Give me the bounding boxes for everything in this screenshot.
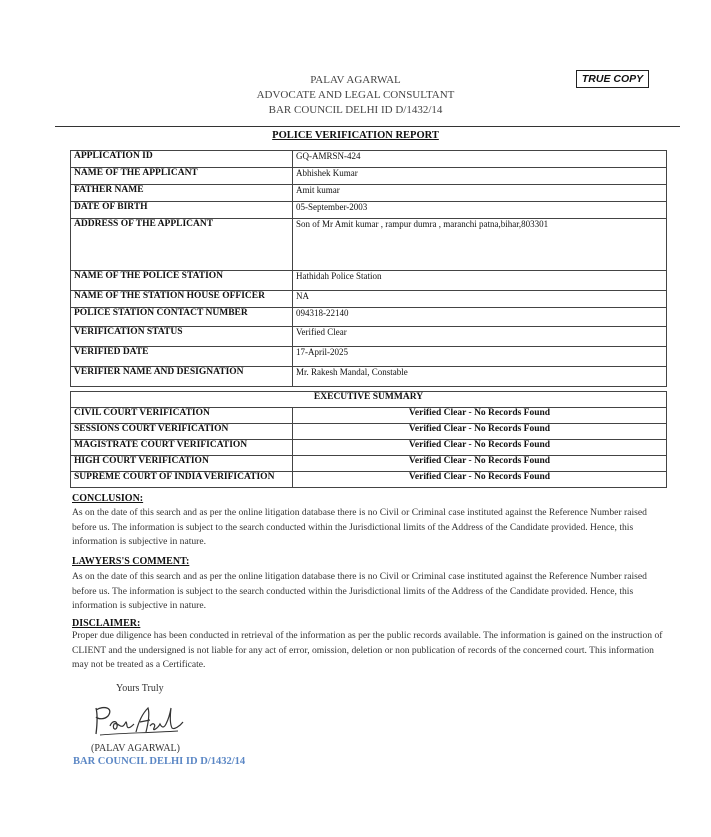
row-label: DATE OF BIRTH <box>71 202 293 219</box>
executive-summary-table <box>70 391 667 488</box>
row-value: Son of Mr Amit kumar , rampur dumra , maranchi patna,bihar,803301 <box>293 219 667 271</box>
row-label: HIGH COURT VERIFICATION <box>71 456 293 472</box>
row-label: NAME OF THE APPLICANT <box>71 168 293 185</box>
row-label: SESSIONS COURT VERIFICATION <box>71 424 293 440</box>
table-row <box>71 308 667 327</box>
row-label: POLICE STATION CONTACT NUMBER <box>71 308 293 327</box>
header-bar-id: BAR COUNCIL DELHI ID D/1432/14 <box>268 104 443 116</box>
lawyers-comment-text: As on the date of this search and as per the online litigation database there is no Civil or Criminal case instituted against the Reference Number raised before us. The information is subject to the search conducted within the Jurisdictional limits of the Address of the Candidate provided. Hence, this information is subjective in nature. <box>72 571 647 612</box>
conclusion-text: As on the date of this search and as per the online litigation database there is no Civil or Criminal case instituted against the Reference Number raised before us. The information is subject to the search conducted within the Jurisdictional limits of the Address of the Candidate provided. Hence, this information is subjective in nature. <box>72 507 647 548</box>
table-row <box>71 424 667 440</box>
row-value: 094318-22140 <box>293 308 667 327</box>
signature-image <box>90 702 185 738</box>
row-label: APPLICATION ID <box>71 151 293 168</box>
table-row <box>71 327 667 347</box>
report-title: POLICE VERIFICATION REPORT <box>272 130 439 141</box>
table-row <box>71 291 667 308</box>
table-row <box>71 408 667 424</box>
table-row <box>71 367 667 387</box>
row-value: Mr. Rakesh Mandal, Constable <box>293 367 667 387</box>
row-label: FATHER NAME <box>71 185 293 202</box>
table-row <box>71 347 667 367</box>
lawyers-comment-heading: LAWYERS'S COMMENT: <box>72 556 190 567</box>
row-label: MAGISTRATE COURT VERIFICATION <box>71 440 293 456</box>
row-label: SUPREME COURT OF INDIA VERIFICATION <box>71 472 293 488</box>
row-value: Verified Clear - No Records Found <box>293 424 667 440</box>
row-value: Verified Clear - No Records Found <box>293 408 667 424</box>
table-row <box>71 185 667 202</box>
disclaimer-text: Proper due diligence has been conducted in retrieval of the information as per the public records available. The information is gained on the instruction of CLIENT and the undersigned is not liable for any act of error, omission, deletion or non publication of records of the concerned court. This information may not be treated as a Certificate. <box>72 630 663 671</box>
table-row <box>71 472 667 488</box>
row-value: NA <box>293 291 667 308</box>
row-label: NAME OF THE STATION HOUSE OFFICER <box>71 291 293 308</box>
row-label: CIVIL COURT VERIFICATION <box>71 408 293 424</box>
closing-text: Yours Truly <box>116 683 164 694</box>
row-label: NAME OF THE POLICE STATION <box>71 271 293 291</box>
true-copy-stamp: TRUE COPY <box>576 70 649 88</box>
table-row <box>71 202 667 219</box>
table-row <box>71 440 667 456</box>
row-label: VERIFIED DATE <box>71 347 293 367</box>
table-row <box>71 456 667 472</box>
row-label: VERIFIER NAME AND DESIGNATION <box>71 367 293 387</box>
table-row <box>71 168 667 185</box>
row-value: 05-September-2003 <box>293 202 667 219</box>
table-header-row <box>71 392 667 408</box>
disclaimer-heading: DISCLAIMER: <box>72 618 141 629</box>
row-value: 17-April-2025 <box>293 347 667 367</box>
row-value: Hathidah Police Station <box>293 271 667 291</box>
row-value: Verified Clear <box>293 327 667 347</box>
applicant-info-table <box>70 150 667 387</box>
signer-bar-id: BAR COUNCIL DELHI ID D/1432/14 <box>73 756 246 767</box>
row-label: VERIFICATION STATUS <box>71 327 293 347</box>
row-value: Abhishek Kumar <box>293 168 667 185</box>
row-value: Verified Clear - No Records Found <box>293 440 667 456</box>
row-value: Verified Clear - No Records Found <box>293 472 667 488</box>
header-role: ADVOCATE AND LEGAL CONSULTANT <box>256 89 455 101</box>
table-row <box>71 219 667 271</box>
row-value: Amit kumar <box>293 185 667 202</box>
table-row <box>71 151 667 168</box>
row-label: ADDRESS OF THE APPLICANT <box>71 219 293 271</box>
executive-summary-heading: EXECUTIVE SUMMARY <box>71 392 667 408</box>
row-value: GQ-AMRSN-424 <box>293 151 667 168</box>
table-row <box>71 271 667 291</box>
conclusion-heading: CONCLUSION: <box>72 493 144 504</box>
row-value: Verified Clear - No Records Found <box>293 456 667 472</box>
signer-name: (PALAV AGARWAL) <box>91 743 180 754</box>
header-name: PALAV AGARWAL <box>310 74 401 86</box>
header-divider <box>55 126 680 127</box>
